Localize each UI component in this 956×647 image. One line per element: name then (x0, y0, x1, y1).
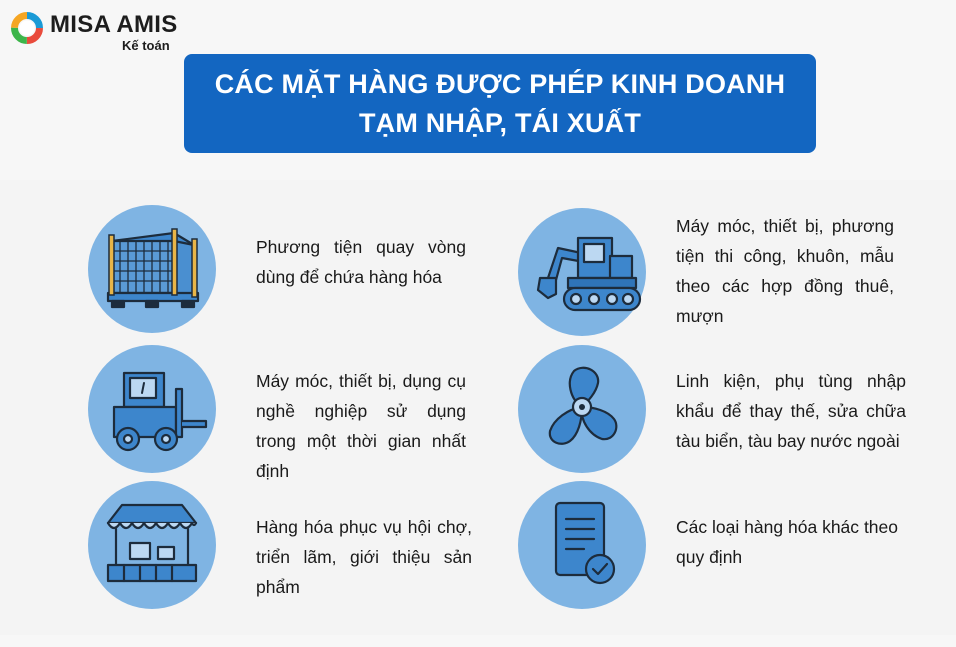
item-5-icon-circle (88, 481, 216, 609)
item-2-text: Máy móc, thiết bị, phương tiện thi công, khuôn, mẫu theo các hợp đồng thuê, mượn (676, 216, 894, 326)
item-5-text: Hàng hóa phục vụ hội chợ, triển lãm, giới thiệu sản phẩm (256, 517, 472, 597)
market-stall-icon (88, 481, 216, 609)
item-1-icon-circle (88, 205, 216, 333)
excavator-icon (518, 208, 646, 336)
cargo-cage-icon (88, 205, 216, 333)
item-3-text: Máy móc, thiết bị, dụng cụ nghề nghiệp sử dụng trong một thời gian nhất định (256, 371, 466, 481)
brand-name: MISA AMIS (50, 11, 178, 38)
page-title: CÁC MẶT HÀNG ĐƯỢC PHÉP KINH DOANH TẠM NHẬP, TÁI XUẤT (214, 68, 786, 138)
item-6-text: Các loại hàng hóa khác theo quy định (676, 517, 898, 567)
propeller-icon (518, 345, 646, 473)
item-6-icon-circle (518, 481, 646, 609)
item-2-icon-circle (518, 208, 646, 336)
item-4-icon-circle (518, 345, 646, 473)
item-4-text: Linh kiện, phụ tùng nhập khẩu để thay thế, sửa chữa tàu biển, tàu bay nước ngoài (676, 371, 906, 451)
misa-amis-logo[interactable] (10, 8, 180, 56)
title-banner (184, 54, 816, 153)
document-check-icon (518, 481, 646, 609)
brand-subtitle: Kế toán (122, 38, 170, 53)
forklift-icon (88, 345, 216, 473)
item-1-text: Phương tiện quay vòng dùng để chứa hàng hóa (256, 237, 466, 287)
item-3-icon-circle (88, 345, 216, 473)
misa-ring-logo-icon (10, 11, 44, 45)
